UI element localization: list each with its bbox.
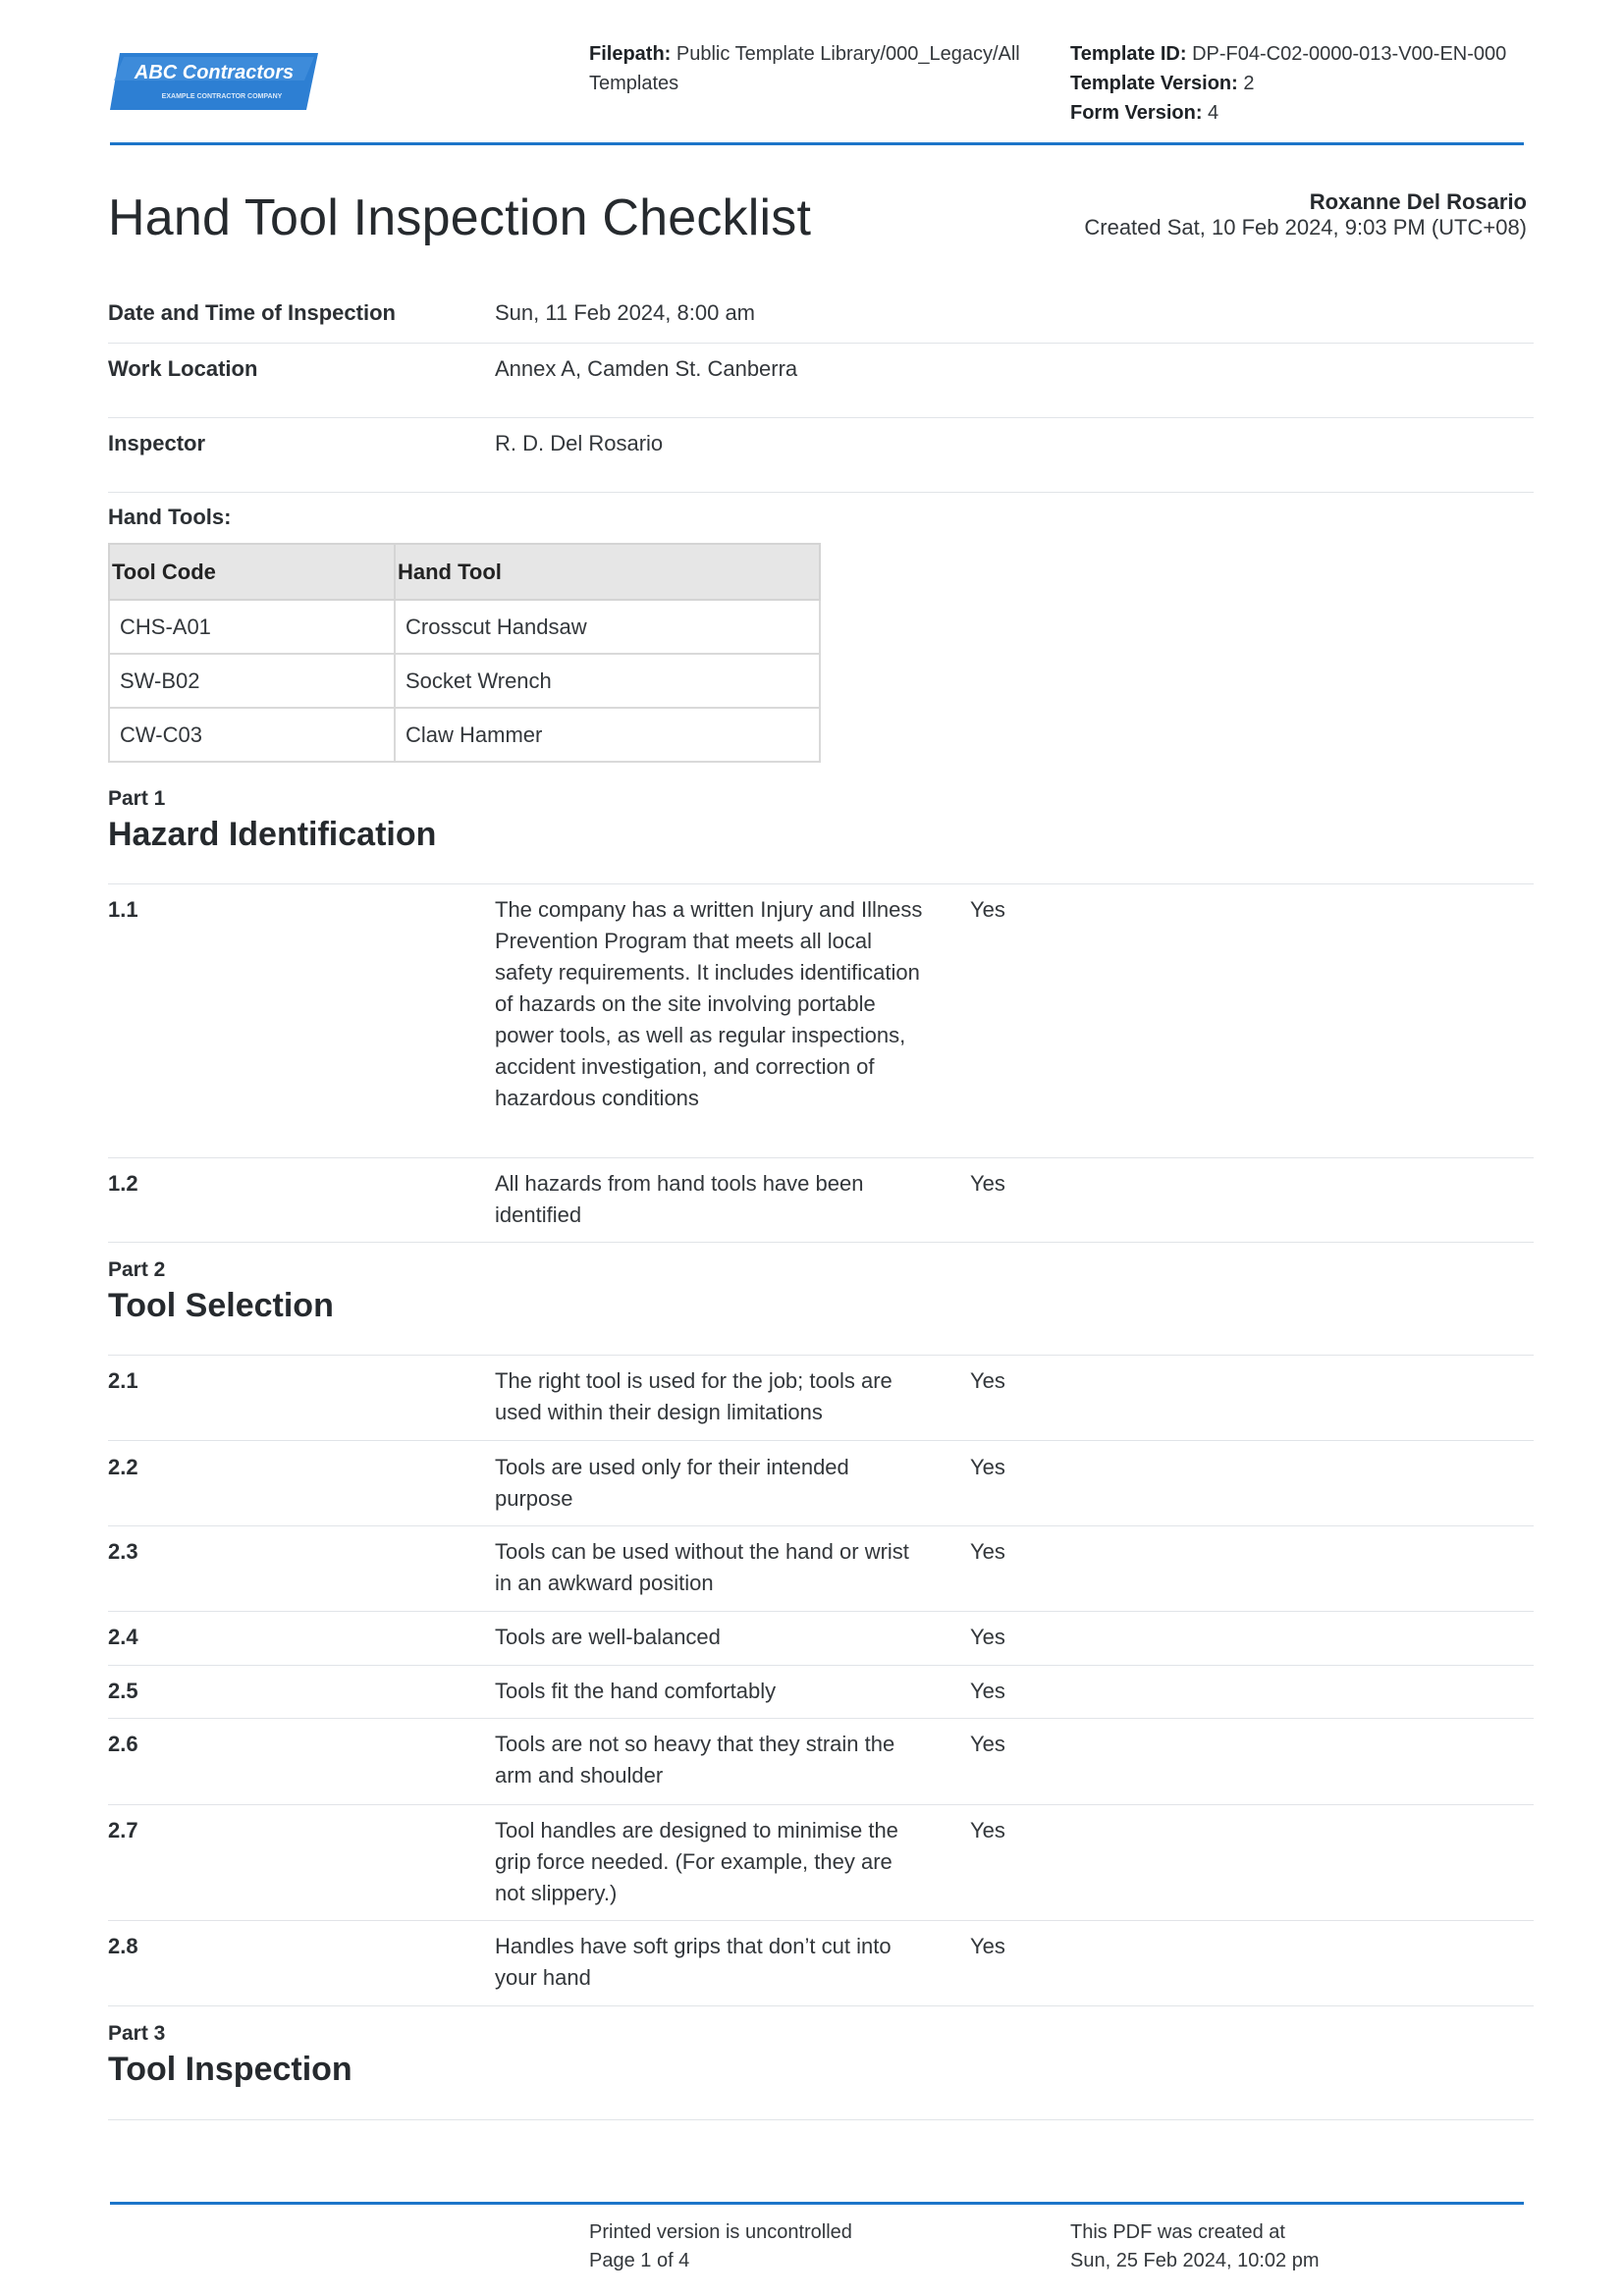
part-3-title: Tool Inspection: [108, 2051, 352, 2088]
page-title: Hand Tool Inspection Checklist: [108, 189, 812, 246]
table-header-row: [109, 544, 820, 600]
question-answer: Yes: [970, 1455, 1005, 1479]
question-text: The company has a written Injury and Illness Prevention Program that meets all local safety requirements. It includes identification of hazards on the site involving portable power tools, as well as regular inspections, accident investigation, and correction of hazardous conditions: [495, 897, 923, 1110]
divider: [108, 2005, 1534, 2006]
form-version-value: 4: [1208, 102, 1219, 124]
footer-created-info: [1070, 2218, 1320, 2275]
info-label: Work Location: [108, 356, 258, 381]
divider: [108, 1665, 1534, 1666]
divider: [108, 1718, 1534, 1719]
info-value: R. D. Del Rosario: [495, 431, 664, 455]
question-number: 2.2: [108, 1455, 138, 1479]
divider: [108, 1157, 1534, 1158]
question-number: 2.4: [108, 1625, 138, 1649]
tool-name-cell: Claw Hammer: [395, 708, 820, 762]
question-text: Tools are well-balanced: [495, 1625, 721, 1649]
divider: [108, 2119, 1534, 2120]
form-version-label: Form Version:: [1070, 102, 1203, 124]
hand-tools-table: [108, 543, 821, 763]
question-answer: Yes: [970, 1539, 1005, 1564]
footer-rule: [110, 2202, 1524, 2205]
info-value: Sun, 11 Feb 2024, 8:00 am: [495, 300, 755, 325]
question-number: 2.5: [108, 1679, 138, 1703]
divider: [108, 1611, 1534, 1612]
part-3-label: Part 3: [108, 2022, 166, 2045]
question-text: Tools can be used without the hand or wrist in an awkward position: [495, 1539, 909, 1595]
question-number: 2.6: [108, 1732, 138, 1756]
template-version-value: 2: [1243, 73, 1255, 94]
uncontrolled-note: Printed version is uncontrolled: [589, 2221, 852, 2243]
tool-code-cell: CW-C03: [109, 708, 395, 762]
page-number: Page 1 of 4: [589, 2250, 690, 2271]
tool-code-cell: SW-B02: [109, 654, 395, 708]
column-header-tool-code: Tool Code: [109, 544, 395, 600]
filepath-block: [589, 39, 1051, 98]
question-text: Tools fit the hand comfortably: [495, 1679, 777, 1703]
template-meta-block: [1070, 39, 1542, 128]
divider: [108, 1804, 1534, 1805]
info-row-location: [108, 344, 1534, 418]
question-text: All hazards from hand tools have been identified: [495, 1171, 864, 1227]
question-answer: Yes: [970, 1732, 1005, 1756]
pdf-created-value: Sun, 25 Feb 2024, 10:02 pm: [1070, 2250, 1320, 2271]
divider: [108, 1525, 1534, 1526]
pdf-created-label: This PDF was created at: [1070, 2221, 1285, 2243]
logo-tagline: EXAMPLE CONTRACTOR COMPANY: [161, 93, 283, 100]
info-label: Inspector: [108, 431, 206, 455]
divider: [108, 1920, 1534, 1921]
creator-block: [1084, 189, 1527, 240]
info-row-date: [108, 294, 1534, 344]
info-row-inspector: [108, 418, 1534, 493]
table-row: [109, 708, 820, 762]
filepath-label: Filepath:: [589, 43, 672, 65]
footer-print-info: [589, 2218, 852, 2275]
table-row: [109, 654, 820, 708]
question-answer: Yes: [970, 1171, 1005, 1196]
part-1-title: Hazard Identification: [108, 816, 437, 853]
question-text: Handles have soft grips that don’t cut into your hand: [495, 1934, 892, 1990]
column-header-hand-tool: Hand Tool: [395, 544, 820, 600]
tool-name-cell: Socket Wrench: [395, 654, 820, 708]
logo-name: ABC Contractors: [134, 62, 295, 83]
company-logo: [110, 53, 318, 112]
filepath-value: Public Template Library/000_Legacy/All Templates: [589, 43, 1020, 94]
divider: [108, 1242, 1534, 1243]
author-name: Roxanne Del Rosario: [1309, 189, 1527, 214]
question-text: The right tool is used for the job; tools are used within their design limitations: [495, 1368, 893, 1424]
tool-code-cell: CHS-A01: [109, 600, 395, 654]
template-id-label: Template ID:: [1070, 43, 1187, 65]
part-1-label: Part 1: [108, 787, 166, 810]
question-text: Tool handles are designed to minimise the grip force needed. (For example, they are not slippery.): [495, 1818, 898, 1905]
question-number: 2.7: [108, 1818, 138, 1842]
question-number: 1.1: [108, 897, 138, 922]
part-2-label: Part 2: [108, 1258, 166, 1281]
info-value: Annex A, Camden St. Canberra: [495, 356, 798, 381]
template-id-value: DP-F04-C02-0000-013-V00-EN-000: [1192, 43, 1507, 65]
question-number: 1.2: [108, 1171, 138, 1196]
question-text: Tools are used only for their intended purpose: [495, 1455, 849, 1511]
table-row: [109, 600, 820, 654]
divider: [108, 1355, 1534, 1356]
template-version-label: Template Version:: [1070, 73, 1238, 94]
tool-name-cell: Crosscut Handsaw: [395, 600, 820, 654]
document-header: [110, 39, 1524, 145]
created-timestamp: Created Sat, 10 Feb 2024, 9:03 PM (UTC+08): [1084, 215, 1527, 240]
question-answer: Yes: [970, 1625, 1005, 1649]
question-answer: Yes: [970, 1818, 1005, 1842]
info-label: Date and Time of Inspection: [108, 300, 396, 325]
question-answer: Yes: [970, 1679, 1005, 1703]
question-answer: Yes: [970, 1368, 1005, 1393]
question-number: 2.3: [108, 1539, 138, 1564]
question-answer: Yes: [970, 1934, 1005, 1958]
divider: [108, 883, 1534, 884]
hand-tools-label: Hand Tools:: [108, 505, 232, 529]
question-text: Tools are not so heavy that they strain the arm and shoulder: [495, 1732, 895, 1788]
divider: [108, 1440, 1534, 1441]
question-number: 2.1: [108, 1368, 138, 1393]
question-answer: Yes: [970, 897, 1005, 922]
part-2-title: Tool Selection: [108, 1287, 334, 1324]
question-number: 2.8: [108, 1934, 138, 1958]
